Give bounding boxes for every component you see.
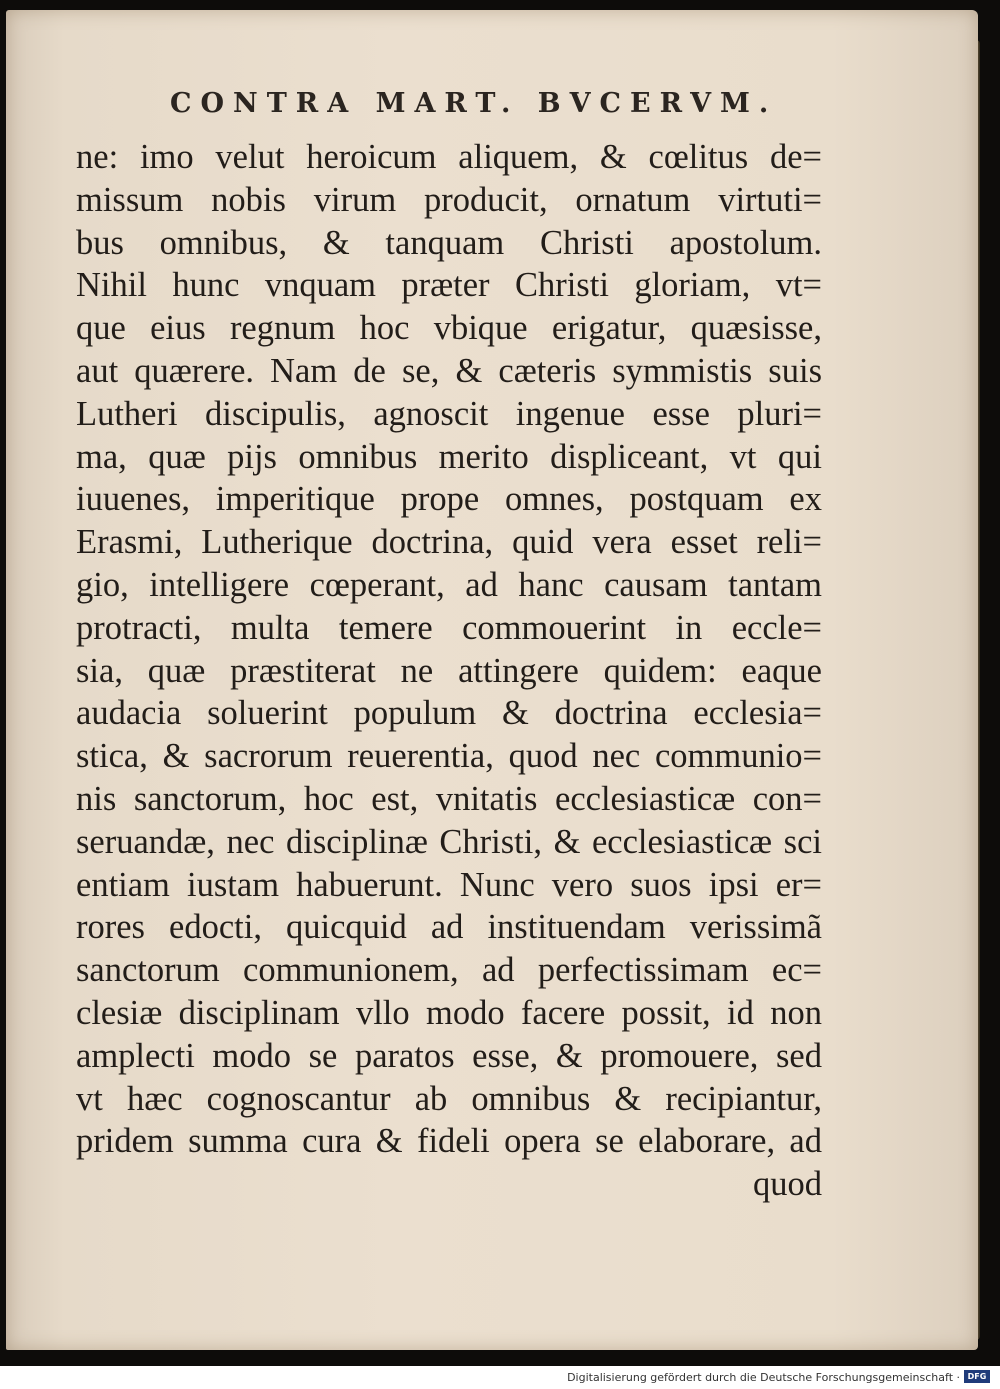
text-line: missum nobis virum producit, ornatum virtuti= [76,180,822,219]
body-text [76,136,822,1206]
text-line: seruandæ, nec disciplinæ Christi, & ecclesiasticæ sci [76,822,822,861]
text-line: iuuenes, imperitique prope omnes, postquam ex [76,480,822,519]
catchword: quod [753,1165,822,1204]
text-line: Lutheri discipulis, agnoscit ingenue esse pluri= [76,394,822,433]
text-line: ma, quæ pijs omnibus merito displiceant, vt qui [76,437,822,476]
text-line: amplecti modo se paratos esse, & promouere, sed [76,1036,822,1075]
text-line: gio, intelligere cœperant, ad hanc causam tantam [76,565,822,604]
text-line: ne: imo velut heroicum aliquem, & cœlitus de= [76,138,822,176]
running-head: CONTRA MART. BVCERVM. [170,88,778,119]
text-line: que eius regnum hoc vbique erigatur, quæsisse, [76,309,822,348]
text-line: entiam iustam habuerunt. Nunc vero suos ipsi er= [76,865,822,904]
text-line: nis sanctorum, hoc est, vnitatis ecclesiasticæ con= [76,779,822,818]
text-line: bus omnibus, & tanquam Christi apostolum. [76,223,822,262]
text-line: protracti, multa temere commouerint in eccle= [76,608,822,647]
text-line: Erasmi, Lutherique doctrina, quid vera esset reli= [76,523,822,562]
text-line: Nihil hunc vnquam præter Christi gloriam, vt= [76,266,822,305]
text-line: pridem summa cura & fideli opera se elaborare, ad [76,1122,822,1161]
text-line: clesiæ disciplinam vllo modo facere possit, id non [76,993,822,1032]
text-line: rores edocti, quicquid ad instituendam verissimã [76,908,822,947]
funding-credit: Digitalisierung gefördert durch die Deutsche Forschungsgemeinschaft · [567,1371,960,1384]
text-line: aut quærere. Nam de se, & cæteris symmistis suis [76,351,822,390]
text-line: audacia soluerint populum & doctrina ecclesia= [76,694,822,733]
text-line: sia, quæ præstiterat ne attingere quidem: eaque [76,651,822,690]
text-line: sanctorum communionem, ad perfectissimam ec= [76,951,822,990]
dfg-logo-icon: DFG [964,1370,990,1383]
text-line: vt hæc cognoscantur ab omnibus & recipiantur, [76,1079,822,1118]
text-line: stica, & sacrorum reuerentia, quod nec communio= [76,737,822,776]
